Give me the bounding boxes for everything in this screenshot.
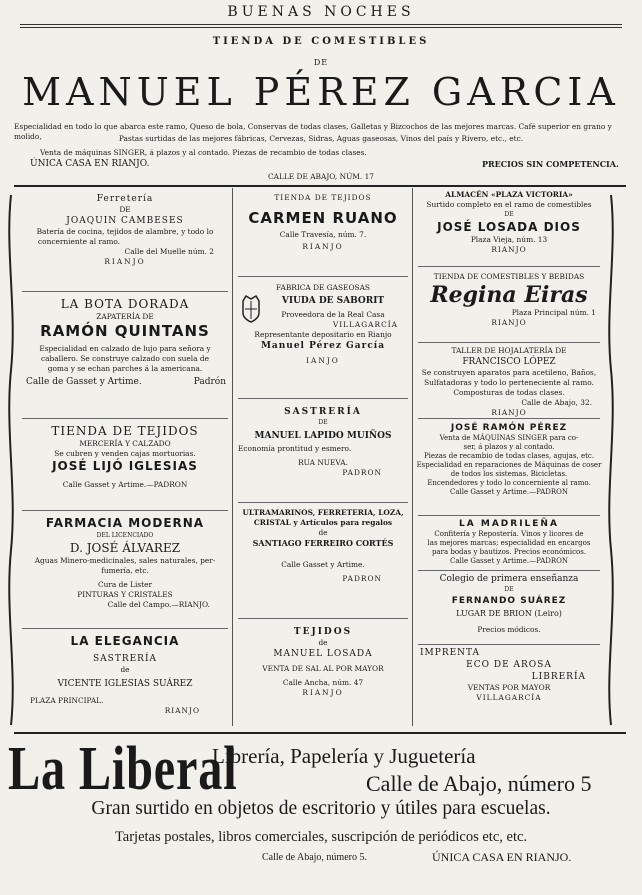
ad-taller-title: TALLER DE HOJALATERÍA DE [451,346,567,355]
ad-ruano-title: TIENDA DE TEJIDOS [274,193,372,202]
ad-sastreria [236,406,410,478]
header-rule [20,24,622,25]
ad-losada [236,626,410,698]
ad-tejidos-desc: Se cubren y venden cajas mortuorias. [54,449,196,458]
ad-almacen-town: RIANJO [491,245,527,254]
ad-elegancia-town: RIANJO [164,706,200,715]
ad-bota-dorada [20,297,230,388]
ad-ultramarinos-title-1: ULTRAMARINOS, FERRETERIA, LOZA, [242,508,404,517]
ad-regina-town: RIANJO [491,318,527,327]
ad-regina-address: Plaza Principal núm. 1 [511,308,596,317]
ad-imprenta-title-1: IMPRENTA [420,648,481,658]
ad-tejidos [20,424,230,490]
ad-taller-address: Calle de Abajo, 32. [521,398,592,407]
ad-taller-desc-1: Se construyen aparatos para acetileno, Baños, [421,368,597,377]
ad-madrilena-address: Calle Gasset y Artime.—PADRON [449,557,568,565]
ad-taller-desc-3: Composturas de todas clases. [453,388,565,397]
ad-ultramarinos-name: SANTIAGO FERREIRO CORTÉS [252,538,394,548]
ad-losada-title: TEJIDOS [293,627,353,637]
ad-colegio [416,573,602,635]
ad-taller-town: RIANJO [491,408,527,417]
ad-colegio-desc: Precios módicos. [477,625,541,634]
column-divider-1 [232,188,233,726]
ad-ultramarinos-town: PADRON [342,574,382,583]
ad-losada-address: Calle Ancha, núm. 47 [282,678,364,687]
ad-elegancia-plaza: PLAZA PRINCIPAL. [30,696,104,705]
ad-bota-title: LA BOTA DORADA [60,297,190,311]
ad-farmacia-desc-4: PINTURAS Y CRISTALES [77,590,173,599]
ad-colegio-de: DE [504,586,514,593]
ad-elegancia-de: de [120,665,130,674]
separator [22,291,228,292]
separator [238,276,408,277]
ad-farmacia-desc-2: fumería, etc. [101,566,149,575]
ad-imprenta-desc: VENTAS POR MAYOR [467,683,551,692]
ad-almacen-desc: Surtido completo en el ramo de comestibles [426,200,592,209]
ad-farmacia-desc-3: Cura de Lister [97,580,153,589]
footer-address: Calle de Abajo, número 5. [262,852,367,863]
left-ornament-icon [4,190,18,730]
header-desc-3: Venta de máquinas SINGER, á plazos y al contado. Piezas de recambio de todas clases. [40,148,367,157]
ad-regina [416,272,602,328]
ad-gaseosas-desc-2: Representante depositario en Rianjo [254,330,392,339]
ad-madrilena-title: LA MADRILEÑA [459,519,559,529]
ad-ruano-address: Calle Travesía, núm. 7. [279,230,367,239]
owner-name: MANUEL PÉREZ GARCIA [22,70,620,114]
ad-ultramarinos-title-2: CRISTAL y Artículos para regalos [253,518,393,527]
ad-ultramarinos-address: Calle Gasset y Artime. [281,560,365,569]
separator [22,628,228,629]
separator [238,398,408,399]
ad-elegancia-sub: SASTRERÍA [92,654,157,664]
footer-line-4: Tarjetas postales, libros comerciales, suscripción de periódicos etc, etc. [114,829,528,845]
ad-almacen [416,190,602,255]
newspaper-header: BUENAS NOCHES [227,4,415,20]
footer-line-2: Calle de Abajo, número 5 [366,771,592,796]
ad-regina-name: Regina Eiras [430,282,588,308]
ad-bota-desc-2: caballero. Se construye calzado con suela de [40,354,209,363]
ad-almacen-title: ALMACÉN «PLAZA VICTORIA» [445,190,573,199]
ad-elegancia-title: LA ELEGANCIA [70,634,180,648]
separator [22,418,228,419]
ad-perez-desc-3: Piezas de recambio de todas clases, agujas, etc. [423,452,595,460]
ad-almacen-address: Plaza Vieja, núm. 13 [470,235,548,244]
ad-taller [416,346,602,418]
ad-tejidos-name: JOSÉ LIJÓ IGLESIAS [52,459,198,473]
ad-perez [416,422,602,497]
ad-gaseosas-title: FABRICA DE GASEOSAS [276,283,370,292]
ad-bota-desc-1: Especialidad en calzado de lujo para señora y [39,344,211,353]
header-rule-2 [20,27,622,28]
ad-losada-town: RIANJO [302,688,344,697]
separator [238,502,408,503]
ad-losada-name: MANUEL LOSADA [273,649,373,659]
ad-bota-sub: ZAPATERÍA DE [96,312,154,321]
ad-madrilena-desc-2: las mejores marcas; especialidad en encargos [427,539,591,547]
ad-almacen-de: DE [504,211,514,218]
ad-farmacia-desc-1: Aguas Minero-medicinales, sales naturales, per- [34,556,216,565]
ad-ferreteria-title: Ferretería [96,194,154,204]
ad-bota-street: Calle de Gasset y Artime. [26,377,142,387]
ad-imprenta [416,647,602,703]
header-desc-2: Pastas surtidas de las mejores fábricas, Cervezas, Sidras, Aguas gaseosas, Vinos del país y Rivero, etc., etc. [118,134,524,143]
ad-colegio-title: Colegio de primera enseñanza [439,574,579,584]
royal-crest-icon [240,295,262,323]
ad-losada-de: de [318,638,328,647]
ad-farmacia-sub: DEL LICENCIADO [96,532,154,539]
ad-imprenta-title-2: ECO DE AROSA [466,660,552,670]
ad-gaseosas-rep: Manuel Pérez García [260,341,386,351]
ad-ruano [236,193,410,252]
ad-madrilena-desc-1: Confitería y Repostería. Vinos y licores de [434,530,584,538]
right-ornament-icon [604,190,618,730]
column-divider-2 [412,188,413,726]
ad-ferreteria-name: JOAQUIN CAMBESES [66,216,184,226]
ad-ultramarinos-de: de [318,528,328,537]
ad-perez-desc-1: Venta de MÁQUINAS SINGER para co- [439,434,579,442]
ad-perez-desc-4: Especialidad en reparaciones de Máquinas de coser de todos los sistemas. Bicicletas. [416,461,602,478]
ad-sastreria-address: RUA NUEVA. [298,458,348,467]
ad-elegancia-name: VICENTE IGLESIAS SUÁREZ [57,679,193,689]
ad-bota-address [20,376,230,388]
ad-perez-address: Calle Gasset y Artime.—PADRON [449,488,568,496]
ad-ferreteria-de: DE [119,205,131,214]
separator [418,266,600,267]
separator [238,618,408,619]
ad-gaseosas [236,283,410,366]
ad-regina-title: TIENDA DE COMESTIBLES Y BEBIDAS [433,272,585,281]
ad-sastreria-name: MANUEL LAPIDO MUIÑOS [254,431,392,441]
ad-ferreteria-address: Calle del Muelle núm. 2 [124,247,214,256]
footer-line-1: Librería, Papelería y Juguetería [212,744,476,768]
ad-bota-desc-3: goma y se echan parches á la americana. [47,364,203,373]
shop-type: TIENDA DE COMESTIBLES [212,36,430,47]
ad-sastreria-town: PADRON [342,468,382,477]
de-label: DE [313,58,329,67]
precios: PRECIOS SIN COMPETENCIA. [482,159,619,169]
ad-ferreteria-town: RIANJO [104,257,146,266]
ad-tejidos-address: Calle Gasset y Artime.—PADRON [62,480,188,489]
ad-madrilena [416,518,602,566]
separator [418,515,600,516]
ad-perez-name: JOSÉ RAMÓN PÉREZ [450,423,568,433]
separator [22,510,228,511]
ad-colegio-name: FERNANDO SUÁREZ [451,596,567,606]
ad-colegio-address: LUGAR DE BRION (Leiro) [456,609,562,618]
ad-losada-desc: VENTA DE SAL AL POR MAYOR [262,664,384,673]
ad-taller-name: FRANCISCO LÓPEZ [462,357,556,367]
ad-bota-town: Padrón [193,377,226,387]
ad-ferreteria-desc-2: concerniente al ramo. [38,237,121,246]
header-address: CALLE DE ABAJO, NÚM. 17 [268,172,374,181]
ad-ruano-name: CARMEN RUANO [248,209,398,227]
header-desc-1: Especialidad en todo lo que abarca este ramo, Queso de bola, Conservas de todas clases, Galletas y Bizcochos de las mejores marcas. Café superior en grano y molido, [14,122,612,141]
ad-perez-desc-5: Encendedores y todo lo concerniente al ramo. [427,479,591,487]
ad-sastreria-de: DE [318,419,328,426]
ad-ferreteria [20,193,230,267]
separator [418,418,600,419]
ad-imprenta-town: VILLAGARCÍA [476,693,542,702]
ad-gaseosas-desc-1: Proveedora de la Real Casa [281,310,385,319]
separator [418,342,600,343]
ad-farmacia [20,516,230,610]
ad-gaseosas-town-2: IANJO [306,356,340,365]
ad-tejidos-title: TIENDA DE TEJIDOS [51,424,199,438]
ad-elegancia [20,634,230,716]
separator [418,644,600,645]
ad-ultramarinos [236,508,410,584]
footer-brand: La Liberal [8,735,238,803]
unica-casa: ÚNICA CASA EN RIANJO. [30,159,150,169]
ad-ferreteria-desc-1: Batería de cocina, tejidos de alambre, y todo lo [36,227,214,236]
footer-line-3: Gran surtido en objetos de escritorio y útiles para escuelas. [91,798,551,819]
ad-sastreria-desc: Economía prontitud y esmero. [238,444,352,453]
ad-sastreria-title: SASTRERÍA [284,407,362,417]
ad-tejidos-sub: MERCERÍA Y CALZADO [79,439,171,448]
ad-farmacia-name: D. JOSÉ ÁLVAREZ [69,541,181,555]
ad-imprenta-title-3: LIBRERÍA [531,672,586,682]
ad-perez-desc-2: ser, á plazos y al contado. [463,443,555,451]
ad-almacen-name: JOSÉ LOSADA DIOS [437,220,581,234]
ad-ruano-town: RIANJO [302,242,344,251]
footer-unica: ÚNICA CASA EN RIANJO. [432,850,572,864]
ad-farmacia-address: Calle del Campo.—RIANJO. [107,600,210,609]
ad-gaseosas-name: VIUDA DE SABORIT [281,296,385,306]
ad-bota-name: RAMÓN QUINTANS [40,322,210,340]
ad-gaseosas-town-1: VILLAGARCÍA [332,320,398,329]
ad-madrilena-desc-3: para bodas y bautizos. Precios económicos. [431,548,587,556]
ad-farmacia-title: FARMACIA MODERNA [45,516,205,530]
ad-taller-desc-2: Sulfatadoras y todo lo perteneciente al ramo. [424,378,594,387]
separator [418,570,600,571]
